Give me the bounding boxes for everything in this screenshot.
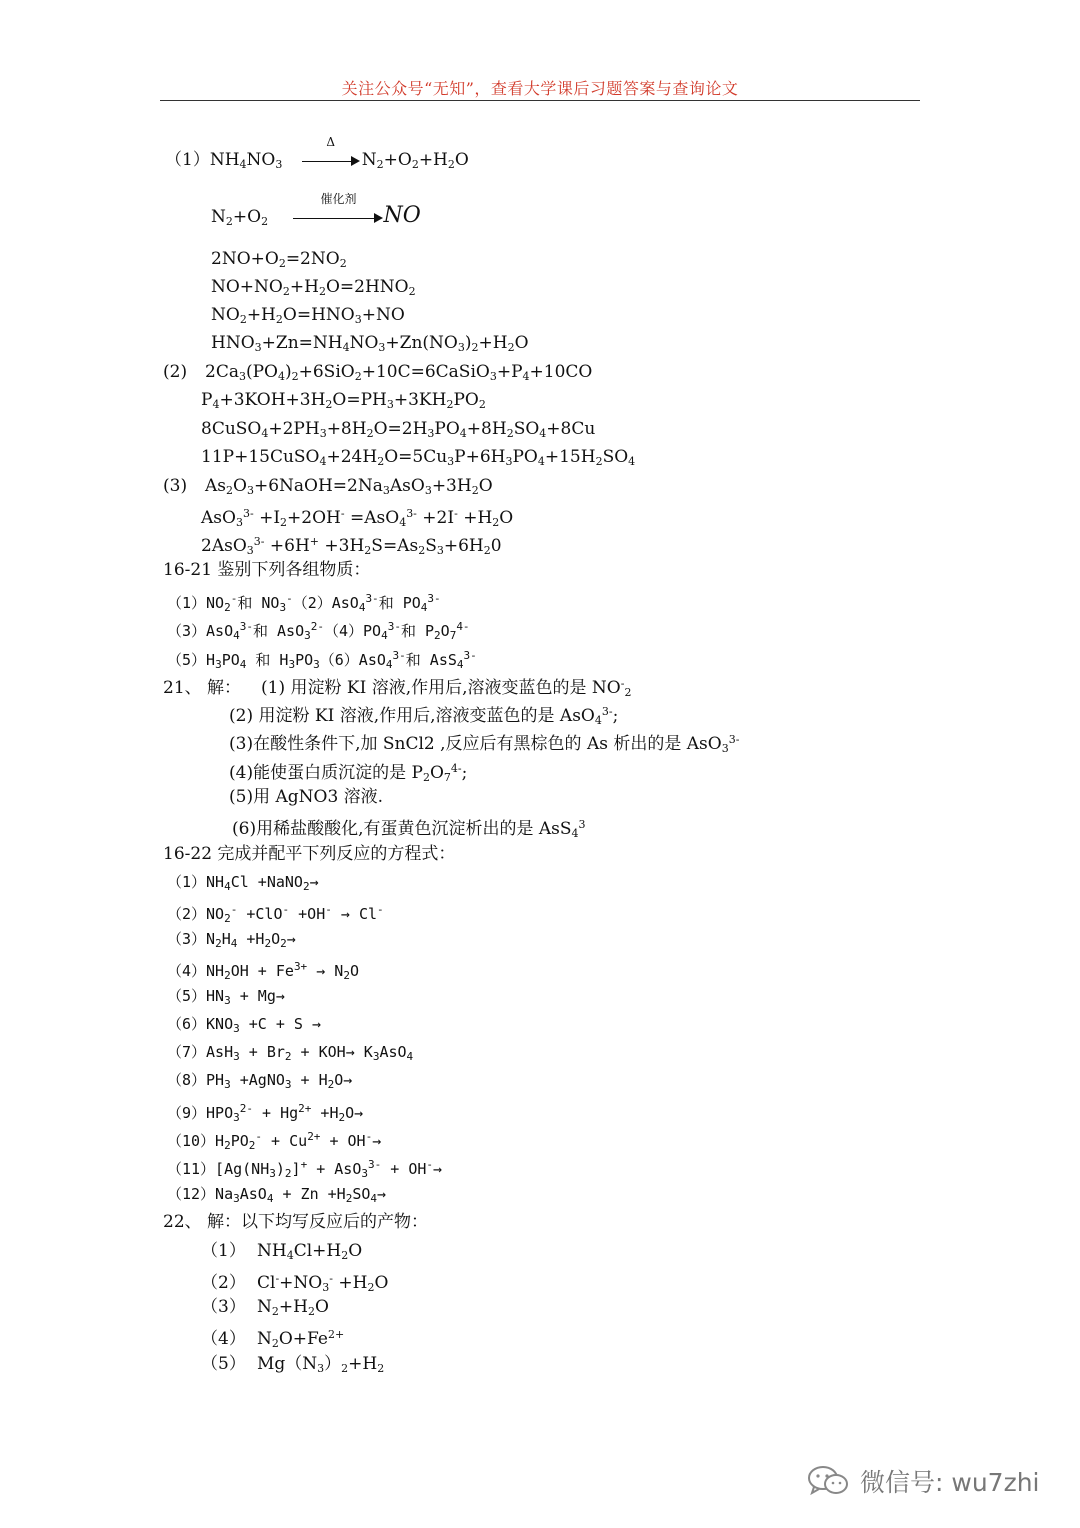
item-number: (3) [163, 476, 188, 496]
list-item: $(7)AsH_3 + Br_2 + KOH\to K_3AsO_4$ [167, 1043, 414, 1063]
list-item: $(12)Na_3AsO_4 + Zn +H_2SO_4\to$ [167, 1185, 387, 1205]
answer-line: (4)能使蛋白质沉淀的是 $P_2O_7^{4-}$; [229, 762, 468, 784]
product: NO [383, 203, 421, 228]
arrow-label: Δ [326, 134, 336, 149]
answer-line: (3)在酸性条件下,加 SnCl2 ,反应后有黑棕色的 As 析出的是 AsO$_3^{3-}$ [229, 733, 740, 755]
equation-line: $AsO_3^{3-} +I_2+2OH^- =AsO_4^{3-} +2I^- +H_2O$ [201, 507, 514, 529]
reaction-arrow [302, 134, 360, 172]
list-item: $(2)NO_2^- +ClO^- +OH^- \to Cl^-$ [167, 903, 384, 925]
equation-line: (3) $As_2O_3+6NaOH=2Na_3AsO_3+3H_2O$ [163, 476, 493, 497]
answer-label: 21、 解： [163, 678, 242, 698]
list-item: $(5)H_3PO_4$ 和 $H_3PO_3(6)AsO_4^{3-}$和 AsS$_4^{3-}$ [167, 649, 477, 671]
section-title: 16-21 鉴别下列各组物质： [163, 560, 371, 580]
answer-line: (6)用稀盐酸酸化,有蛋黄色沉淀析出的是 AsS$_4^3$ [232, 818, 586, 840]
header-divider [160, 100, 920, 101]
equation-line: $NO_2+H_2O=HNO_3+NO$ [211, 305, 405, 326]
reaction-1 [165, 134, 469, 176]
list-item: $(6)KNO_3 +C + S$ → [167, 1015, 322, 1035]
list-item: $(8)PH_3$ +AgNO$_3$ + $H_2O\to$ [167, 1071, 353, 1091]
watermark-text: 微信号: wu7zhi [860, 1468, 1040, 1497]
section-title: 22、 解：以下均写反应后的产物： [163, 1212, 429, 1232]
answer-line: （4） $N_2O+Fe^{2+}$ [201, 1328, 345, 1350]
equation-line: $P_4+3KOH+3H_2O=PH_3+3KH_2PO_2$ [201, 390, 486, 411]
list-item: $(10)H_2PO_2^- + Cu^{2+} + OH^-\to$ [167, 1130, 382, 1152]
equation-line: $11P+15CuSO_4+24H_2O=5Cu_3P+6H_3PO_4+15H_2SO_4$ [201, 447, 636, 468]
page-header: 关注公众号“无知”，查看大学课后习题答案与查询论文 [341, 79, 739, 98]
item-number: （1） [165, 150, 210, 170]
list-item: $(3)N_2H_4 +H_2O_2\to$ [167, 930, 296, 950]
answer-line: （2） $Cl^-+NO_3^- +H_2O$ [201, 1272, 389, 1294]
equation-line: $HNO_3+Zn=NH_4NO_3+Zn(NO_3)_2+H_2O$ [211, 333, 529, 354]
answer-line: （3） $N_2+H_2O$ [201, 1297, 329, 1318]
reaction-arrow [293, 191, 383, 229]
reactant: $N_2+O_2$ [211, 207, 269, 228]
equation-line: $NO+NO_2+H_2O=2HNO_2$ [211, 277, 416, 298]
list-item: （3）AsO$_4^{3-}$和 $AsO_3^{2-}(4)PO_4^{3-}$和 $P_2O_7^{4-}$ [167, 620, 470, 642]
reactant: $NH_4NO_3$ [209, 150, 283, 171]
answer-line: （5） $Mg(N_3)_2+H_2$ [201, 1354, 385, 1375]
arrow-label: 催化剂 [320, 191, 357, 206]
list-item: $(11)[Ag(NH_3)_2]^+ + AsO_3^{3-} + OH^-\to$ [167, 1158, 443, 1180]
product: $N_2+O_2+H_2O$ [361, 150, 469, 171]
equation-line: $2AsO_3^{3-} +6H^+ +3H_2S=As_2S_3+6H_20$ [201, 535, 502, 557]
answer-line: （1） $NH_4Cl+H_2O$ [201, 1241, 363, 1262]
section-title: 16-22 完成并配平下列反应的方程式： [163, 844, 456, 864]
equation-line: $8CuSO_4+2PH_3+8H_2O=2H_3PO_4+8H_2SO_4+8Cu$ [201, 419, 596, 440]
list-item: $(1)NO_2^-$和 $NO_3^-(2)AsO_4^{3-}$和 $PO_4^{3-}$ [167, 592, 441, 614]
answer-line: 21、 解： (1) 用淀粉 KI 溶液,作用后,溶液变蓝色的是 $NO^-_2$ [163, 677, 632, 699]
answer-line: (5)用 AgNO3 溶液. [229, 787, 384, 807]
reaction-2 [211, 191, 421, 233]
equation-line: (2) $2Ca_3(PO_4)_2+6SiO_2+10C=6CaSiO_3+P_4+10CO$ [163, 362, 593, 383]
list-item: $(9)HPO_3^{2-} + Hg^{2+} +H_2O\to$ [167, 1102, 364, 1124]
equation-line: $2NO+O_2=2NO_2$ [211, 249, 347, 270]
list-item: $(5)HN_3 + Mg\to$ [167, 987, 285, 1007]
answer-line: (2) 用淀粉 KI 溶液,作用后,溶液变蓝色的是 AsO$_4^{3-}$; [229, 705, 619, 727]
list-item: $(4)NH_2OH + Fe^{3+} \to N_2O$ [167, 960, 359, 982]
list-item: $(1)NH_4Cl$ +NaNO$_2$→ [167, 873, 319, 893]
item-number: (2) [163, 362, 188, 382]
wechat-icon [806, 1464, 852, 1498]
